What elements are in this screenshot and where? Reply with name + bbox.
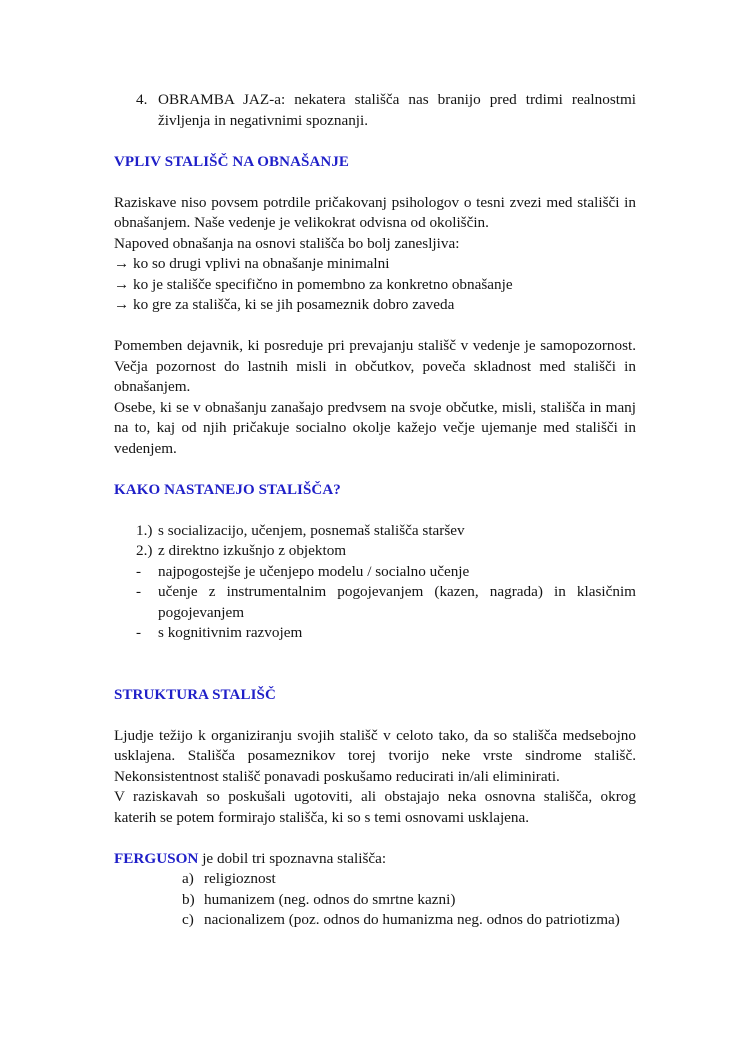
paragraph-v-raziskavah: V raziskavah so poskušali ugotoviti, ali obstajajo neka osnovna stališča, okrog katerih se potem formirajo stališča, ki so s temi osnovami usklajena. <box>114 788 636 826</box>
section-heading-kako-nastanejo: KAKO NASTANEJO STALIŠČA? <box>114 481 341 498</box>
list-item-text: s socializacijo, učenjem, posnemaš stališča staršev <box>158 521 465 539</box>
list-item-text: z direktno izkušnjo z objektom <box>158 542 347 559</box>
list-item <box>114 623 636 644</box>
list-item-obramba-jaz <box>114 90 636 131</box>
list-marker: 2.) <box>136 542 153 559</box>
paragraph-napoved: Napoved obnašanja na osnovi stališča bo bolj zanesljiva: <box>114 234 460 252</box>
list-marker: 4. <box>136 91 148 108</box>
list-marker: b) <box>182 890 195 908</box>
list-item <box>114 582 636 623</box>
list-item <box>114 562 636 583</box>
list-item <box>114 541 636 562</box>
list-item-text: OBRAMBA JAZ-a: nekatera stališča nas branijo pred trdimi realnostmi življenja in negativnimi spoznanji. <box>158 91 636 129</box>
arrow-item-text: ko je stališče specifično in pomembno za konkretno obnašanje <box>132 275 513 293</box>
ferguson-intro <box>114 849 636 870</box>
arrow-item <box>114 295 636 316</box>
list-item-text: humanizem (neg. odnos do smrtne kazni) <box>204 890 456 908</box>
list-marker: - <box>136 624 142 641</box>
list-item-text: nacionalizem (poz. odnos do humanizma neg. odnos do patriotizma) <box>204 911 620 928</box>
section-heading-struktura-stalisc: STRUKTURA STALIŠČ <box>114 686 276 703</box>
list-item-text: religioznost <box>204 870 276 887</box>
list-item <box>114 890 636 911</box>
section-heading-vpliv-stalisc: VPLIV STALIŠČ NA OBNAŠANJE <box>114 153 350 170</box>
inline-heading-ferguson: FERGUSON <box>114 849 199 867</box>
arrow-item <box>114 254 636 275</box>
arrow-right-icon: → <box>114 255 133 272</box>
list-marker: c) <box>182 911 194 928</box>
arrow-item <box>114 275 636 296</box>
list-item-text: najpogostejše je učenjepo modelu / socialno učenje <box>158 562 470 580</box>
list-marker: - <box>136 562 142 580</box>
arrow-item-text: ko so drugi vplivi na obnašanje minimalni <box>132 255 390 272</box>
list-marker: - <box>136 583 142 600</box>
list-marker: a) <box>182 870 194 887</box>
list-marker: 1.) <box>136 521 153 539</box>
paragraph-osebe: Osebe, ki se v obnašanju zanašajo predvsem na svoje občutke, misli, stališča in manj na to, kaj od njih pričakuje socialno okolje kažejo večje ujemanje med stališči in vedenjem. <box>114 398 636 457</box>
list-item <box>114 910 636 931</box>
document-page <box>114 90 636 931</box>
list-item-text: učenje z instrumentalnim pogojevanjem (kazen, nagrada) in klasičnim pogojevanjem <box>158 583 636 621</box>
list-item-text: s kognitivnim razvojem <box>158 624 303 641</box>
paragraph-ljudje-tezijo: Ljudje težijo k organiziranju svojih stališč v celoto tako, da so stališča medsebojno usklajena. Stališča posameznikov torej tvorijo neke vrste sindrome stališč. Nekonsistentnost stališč ponavadi poskušamo reducirati in/ali eliminirati. <box>114 726 636 785</box>
ferguson-intro-text: je dobil tri spoznavna stališča: <box>198 849 387 867</box>
arrow-right-icon: → <box>114 296 133 313</box>
arrow-item-text: ko gre za stališča, ki se jih posameznik dobro zaveda <box>132 296 455 313</box>
paragraph-raziskave: Raziskave niso povsem potrdile pričakovanj psihologov o tesni zvezi med stališči in obnašanjem. Naše vedenje je velikokrat odvisna od okoliščin. <box>114 193 636 231</box>
paragraph-pomemben-dejavnik: Pomemben dejavnik, ki posreduje pri prevajanju stališč v vedenje je samopozornost. Večja pozornost do lastnih misli in občutkov, poveča skladnost med stališči in obnašanjem. <box>114 337 636 395</box>
arrow-right-icon: → <box>114 275 133 293</box>
list-item <box>114 869 636 890</box>
list-item <box>114 521 636 542</box>
